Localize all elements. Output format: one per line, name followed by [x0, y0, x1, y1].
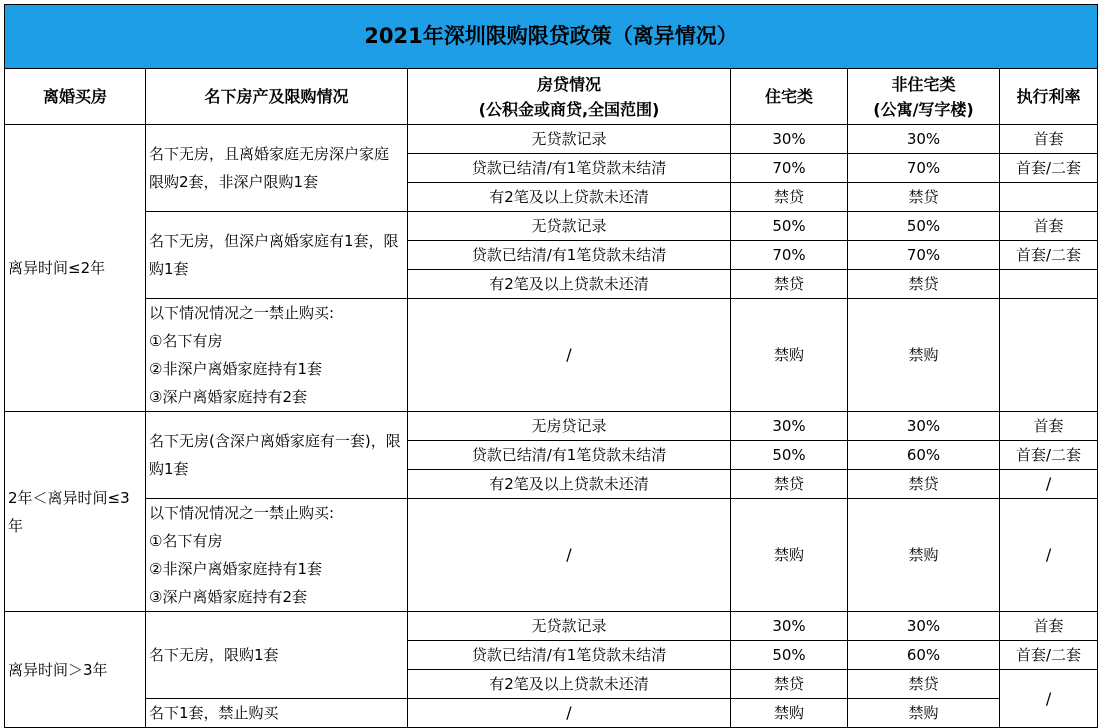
- rate-cell: 首套/二套: [1000, 154, 1098, 183]
- header-nonresidential-line1: 非住宅类: [891, 74, 956, 94]
- nonresidential-cell: 禁购: [848, 699, 1000, 728]
- loan-cell: 贷款已结清/有1笔贷款未结清: [408, 441, 731, 470]
- residential-cell: 50%: [731, 641, 848, 670]
- loan-cell: 贷款已结清/有1笔贷款未结清: [408, 241, 731, 270]
- table-title: 2021年深圳限购限贷政策（离异情况）: [5, 5, 1098, 69]
- nonresidential-cell: 禁购: [848, 499, 1000, 612]
- condition-cell: 名下1套，禁止购买: [146, 699, 408, 728]
- period-cell: 离异时间≤2年: [5, 125, 146, 412]
- table-row: [5, 612, 1098, 641]
- residential-cell: 禁购: [731, 699, 848, 728]
- condition-line: 以下情况情况之一禁止购买:: [149, 304, 335, 322]
- loan-cell: /: [408, 299, 731, 412]
- header-divorce-purchase: 离婚买房: [5, 69, 146, 125]
- header-interest-rate: 执行利率: [1000, 69, 1098, 125]
- loan-cell: /: [408, 499, 731, 612]
- residential-cell: 70%: [731, 241, 848, 270]
- residential-cell: 禁贷: [731, 670, 848, 699]
- nonresidential-cell: 禁贷: [848, 270, 1000, 299]
- rate-cell: 首套/二套: [1000, 441, 1098, 470]
- nonresidential-cell: 禁贷: [848, 470, 1000, 499]
- residential-cell: 禁贷: [731, 270, 848, 299]
- rate-cell: 首套/二套: [1000, 641, 1098, 670]
- table-row: [5, 699, 1098, 728]
- loan-cell: 贷款已结清/有1笔贷款未结清: [408, 154, 731, 183]
- header-loan-status-line2: (公积金或商贷,全国范围): [478, 99, 660, 119]
- residential-cell: 禁购: [731, 299, 848, 412]
- residential-cell: 70%: [731, 154, 848, 183]
- condition-line: ②非深户离婚家庭持有1套: [149, 360, 322, 378]
- rate-cell: /: [1000, 670, 1098, 728]
- residential-cell: 30%: [731, 612, 848, 641]
- loan-cell: 有2笔及以上贷款未还清: [408, 183, 731, 212]
- residential-cell: 50%: [731, 441, 848, 470]
- header-row: [5, 69, 1098, 125]
- rate-cell: 首套: [1000, 612, 1098, 641]
- residential-cell: 禁贷: [731, 470, 848, 499]
- condition-line: ①名下有房: [149, 332, 223, 350]
- header-nonresidential: [848, 69, 1000, 125]
- nonresidential-cell: 禁贷: [848, 670, 1000, 699]
- nonresidential-cell: 70%: [848, 154, 1000, 183]
- nonresidential-cell: 30%: [848, 612, 1000, 641]
- header-nonresidential-line2: (公寓/写字楼): [873, 99, 974, 119]
- condition-line: ③深户离婚家庭持有2套: [149, 388, 307, 406]
- nonresidential-cell: 50%: [848, 212, 1000, 241]
- rate-cell: [1000, 183, 1098, 212]
- nonresidential-cell: 禁购: [848, 299, 1000, 412]
- rate-cell: /: [1000, 499, 1098, 612]
- table-row: [5, 412, 1098, 441]
- condition-line: ③深户离婚家庭持有2套: [149, 588, 307, 606]
- residential-cell: 30%: [731, 125, 848, 154]
- rate-cell: 首套: [1000, 212, 1098, 241]
- table-row: [5, 125, 1098, 154]
- loan-cell: /: [408, 699, 731, 728]
- loan-cell: 有2笔及以上贷款未还清: [408, 470, 731, 499]
- condition-cell: [146, 299, 408, 412]
- table-row: [5, 212, 1098, 241]
- loan-cell: 贷款已结清/有1笔贷款未结清: [408, 641, 731, 670]
- nonresidential-cell: 禁贷: [848, 183, 1000, 212]
- loan-cell: 有2笔及以上贷款未还清: [408, 670, 731, 699]
- policy-table-wrapper: [4, 4, 1098, 728]
- header-property-restriction: 名下房产及限购情况: [146, 69, 408, 125]
- period-cell: 2年＜离异时间≤3年: [5, 412, 146, 612]
- residential-cell: 禁购: [731, 499, 848, 612]
- policy-table: [4, 4, 1098, 728]
- residential-cell: 50%: [731, 212, 848, 241]
- condition-cell: 名下无房，限购1套: [146, 612, 408, 699]
- rate-cell: 首套: [1000, 125, 1098, 154]
- residential-cell: 禁贷: [731, 183, 848, 212]
- loan-cell: 无贷款记录: [408, 212, 731, 241]
- rate-cell: 首套/二套: [1000, 241, 1098, 270]
- nonresidential-cell: 70%: [848, 241, 1000, 270]
- period-cell: 离异时间＞3年: [5, 612, 146, 728]
- residential-cell: 30%: [731, 412, 848, 441]
- condition-line: ①名下有房: [149, 532, 223, 550]
- rate-cell: 首套: [1000, 412, 1098, 441]
- nonresidential-cell: 60%: [848, 641, 1000, 670]
- loan-cell: 无贷款记录: [408, 125, 731, 154]
- condition-cell: [146, 499, 408, 612]
- condition-cell: 名下无房，但深户离婚家庭有1套，限购1套: [146, 212, 408, 299]
- header-loan-status-line1: 房贷情况: [536, 74, 601, 94]
- nonresidential-cell: 30%: [848, 125, 1000, 154]
- header-loan-status: [408, 69, 731, 125]
- condition-line: ②非深户离婚家庭持有1套: [149, 560, 322, 578]
- condition-line: 以下情况情况之一禁止购买:: [149, 504, 335, 522]
- nonresidential-cell: 60%: [848, 441, 1000, 470]
- nonresidential-cell: 30%: [848, 412, 1000, 441]
- header-residential: 住宅类: [731, 69, 848, 125]
- condition-cell: 名下无房(含深户离婚家庭有一套)，限购1套: [146, 412, 408, 499]
- loan-cell: 有2笔及以上贷款未还清: [408, 270, 731, 299]
- condition-cell: 名下无房，且离婚家庭无房深户家庭限购2套，非深户限购1套: [146, 125, 408, 212]
- loan-cell: 无房贷记录: [408, 412, 731, 441]
- rate-cell: [1000, 299, 1098, 412]
- rate-cell: [1000, 270, 1098, 299]
- rate-cell: /: [1000, 470, 1098, 499]
- loan-cell: 无贷款记录: [408, 612, 731, 641]
